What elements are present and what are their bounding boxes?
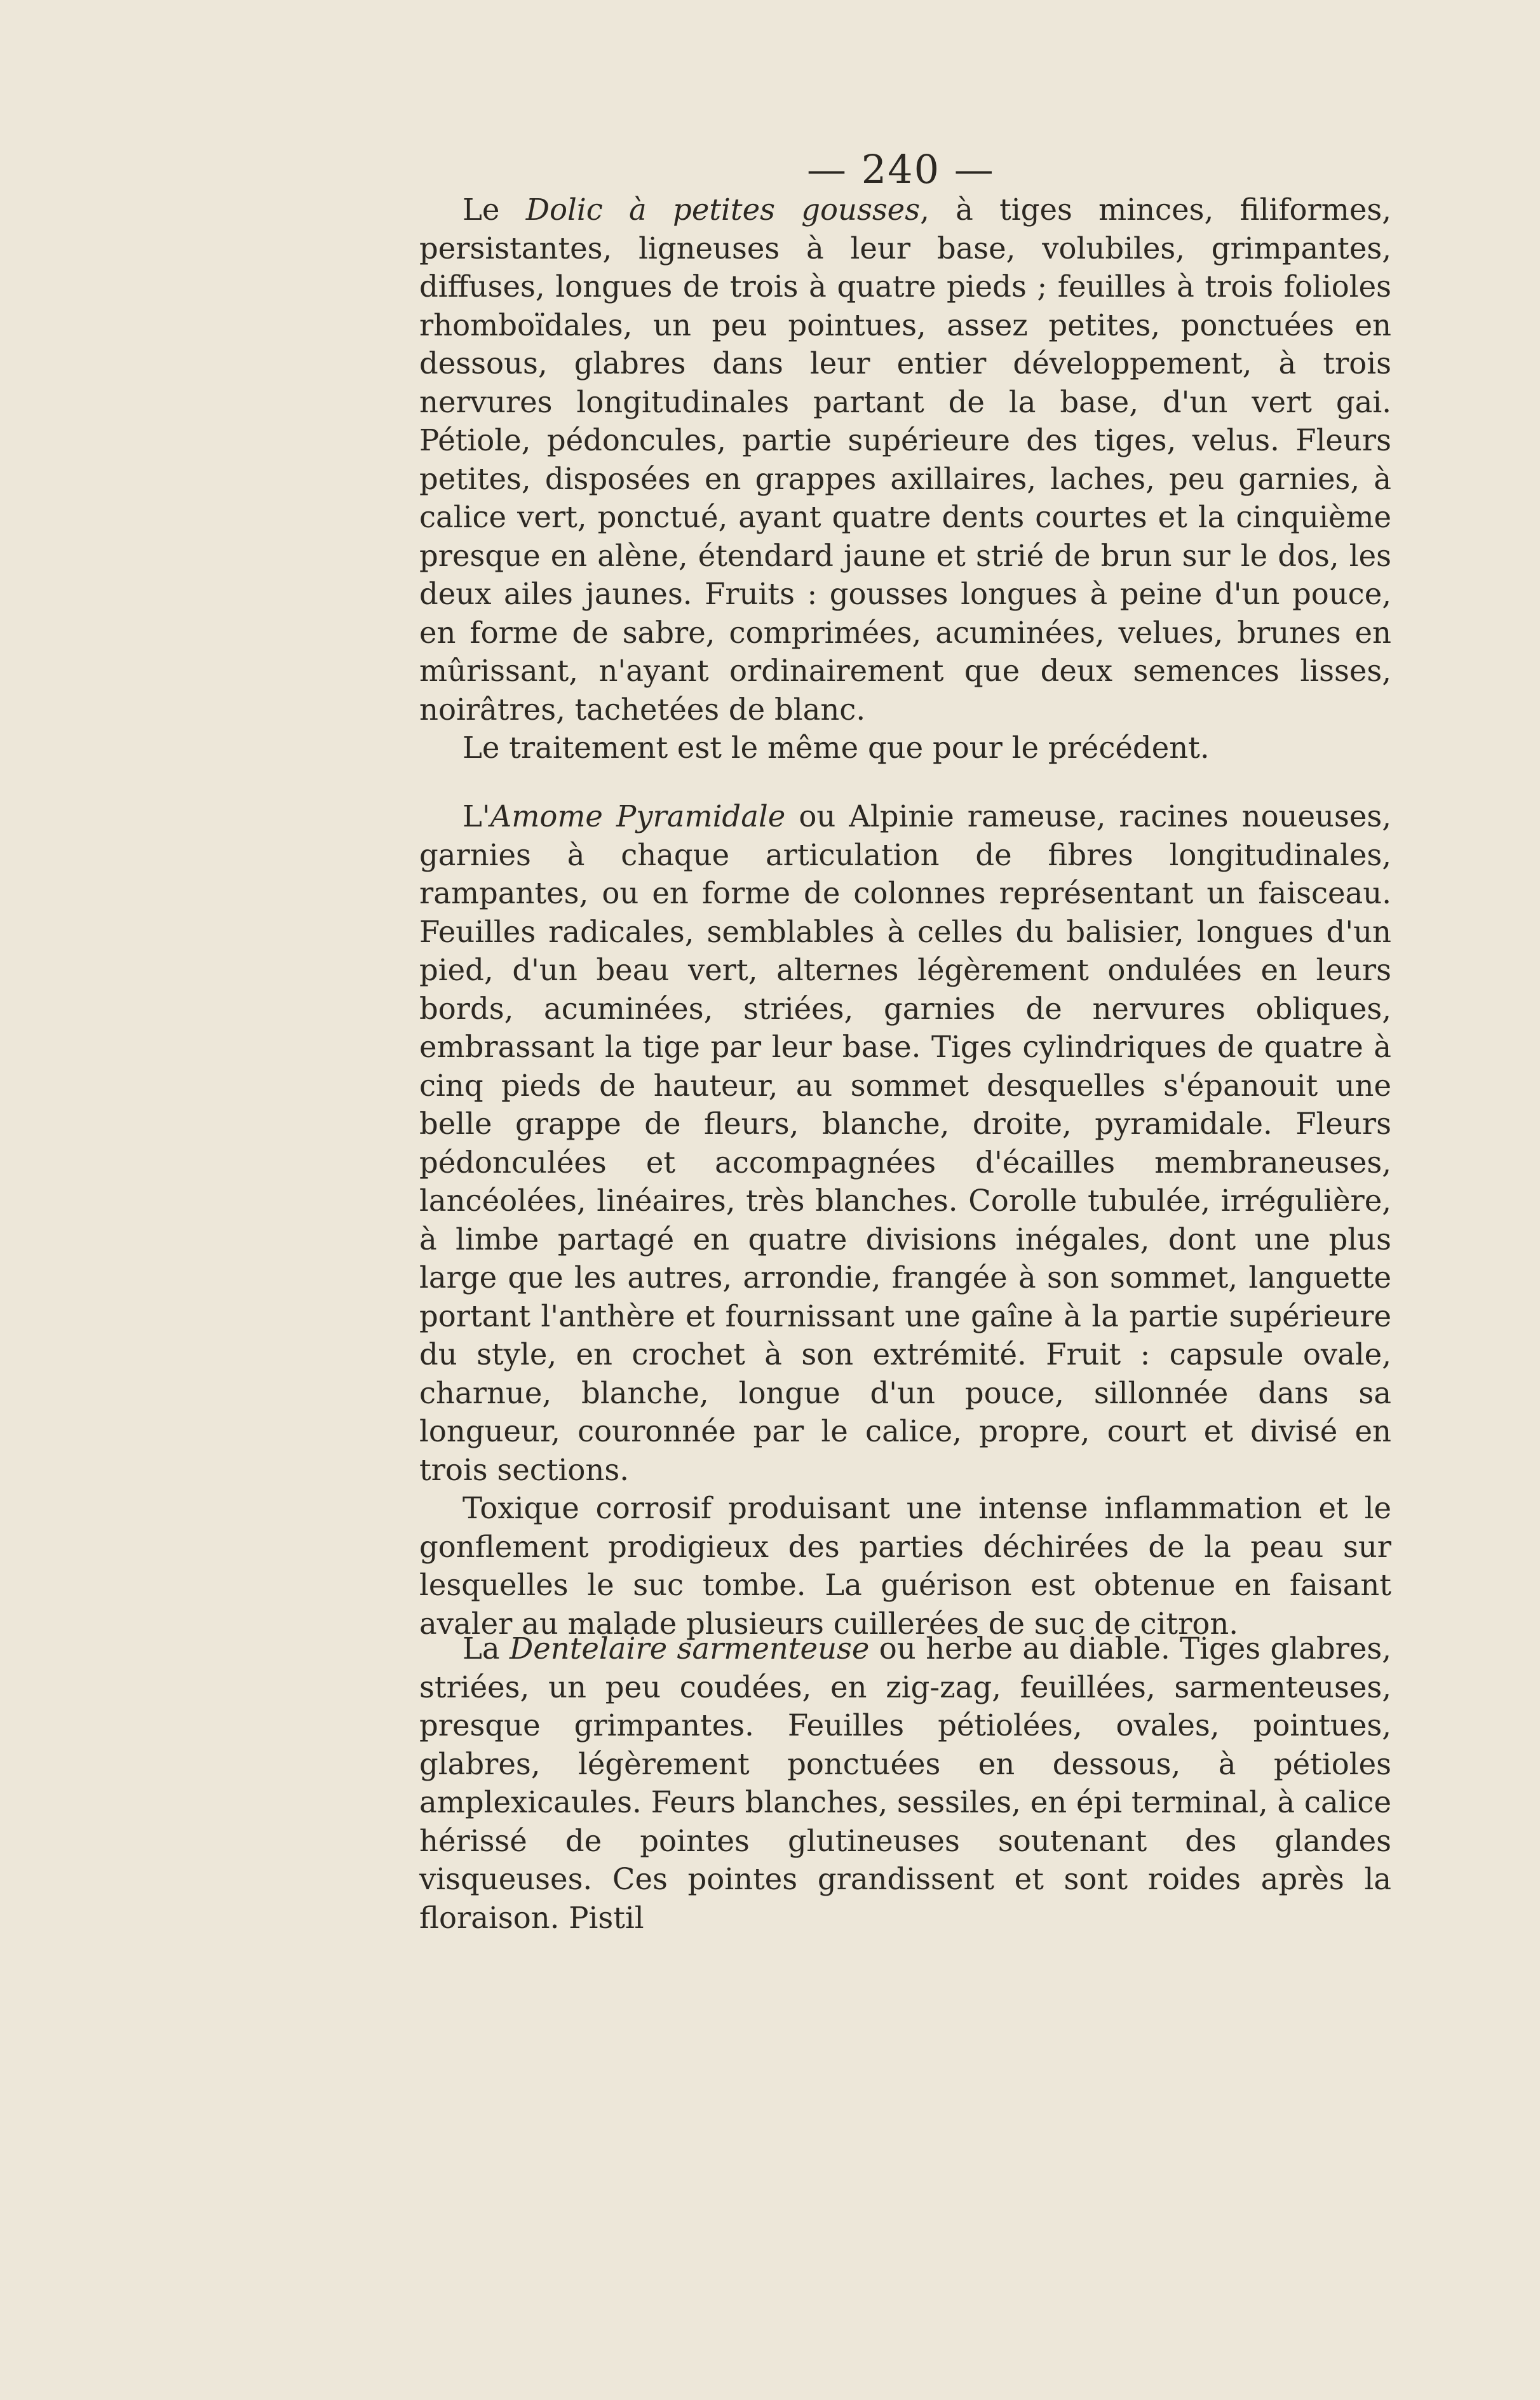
paragraph (419, 191, 1391, 729)
paragraph-text: ou herbe au diable. Tiges glabres, striées, un peu coudées, en zig-zag, feuillées, sarmenteuses, presque grimpantes. Feuilles pétiolées, ovales, pointues, glabres, légèrement ponctuées en dessous, à pétioles amplexicaules. Feurs blanches, sessiles, en épi terminal, à calice hérissé de pointes glutineuses soutenant des glandes visqueuses. Ces pointes grandissent et sont roides après la floraison. Pistil (419, 1631, 1391, 1935)
page-number: — 240 — (807, 146, 995, 192)
section-dolic (419, 191, 1391, 767)
species-prefix: La (463, 1631, 510, 1666)
section-amome (419, 797, 1391, 1643)
paragraph-text: ou Alpinie rameuse, racines noueuses, garnies à chaque articulation de fibres longitudinales, rampantes, ou en forme de colonnes représentant un faisceau. Feuilles radicales, semblables à celles du balisier, longues d'un pied, d'un beau vert, alternes légèrement ondulées en leurs bords, acuminées, striées, garnies de nervures obliques, embrassant la tige par leur base. Tiges cylindriques de quatre à cinq pieds de hauteur, au sommet desquelles s'épanouit une belle grappe de fleurs, blanche, droite, pyramidale. Fleurs pédonculées et accompagnées d'écailles membraneuses, lancéolées, linéaires, très blanches. Corolle tubulée, irrégulière, à limbe partagé en quatre divisions inégales, dont une plus large que les autres, arrondie, frangée à son sommet, languette portant l'anthère et fournissant une gaîne à la partie supérieure du style, en crochet à son extrémité. Fruit : capsule ovale, charnue, blanche, longue d'un pouce, sillonnée dans sa longueur, couronnée par le calice, propre, court et divisé en trois sections. (419, 799, 1392, 1487)
paragraph (419, 797, 1391, 1489)
section-dentelaire (419, 1629, 1391, 1937)
species-prefix: L' (463, 799, 490, 833)
paragraph: Le traitement est le même que pour le précédent. (463, 731, 1210, 765)
species-name: Dentelaire sarmenteuse (509, 1631, 870, 1666)
species-prefix: Le (463, 192, 526, 227)
paragraph (419, 1629, 1391, 1937)
paragraph-text: , à tiges minces, filiformes, persistantes, ligneuses à leur base, volubiles, grimpantes, diffuses, longues de trois à quatre pieds ; feuilles à trois folioles rhomboïdales, un peu pointues, assez petites, ponctuées en dessous, glabres dans leur entier développement, à trois nervures longitudinales partant de la base, d'un vert gai. Pétiole, pédoncules, partie supérieure des tiges, velus. Fleurs petites, disposées en grappes axillaires, laches, peu garnies, à calice vert, ponctué, ayant quatre dents courtes et la cinquième presque en alène, étendard jaune et strié de brun sur le dos, les deux ailes jaunes. Fruits : gousses longues à peine d'un pouce, en forme de sabre, comprimées, acuminées, velues, brunes en mûrissant, n'ayant ordinairement que deux semences lisses, noirâtres, tachetées de blanc. (419, 192, 1392, 727)
paragraph: Toxique corrosif produisant une intense inflammation et le gonflement prodigieux des parties déchirées de la peau sur lesquelles le suc tombe. La guérison est obtenue en faisant avaler au malade plusieurs cuillerées de suc de citron. (419, 1491, 1391, 1641)
species-name: Dolic à petites gousses (525, 192, 921, 227)
species-name: Amome Pyramidale (490, 799, 786, 833)
